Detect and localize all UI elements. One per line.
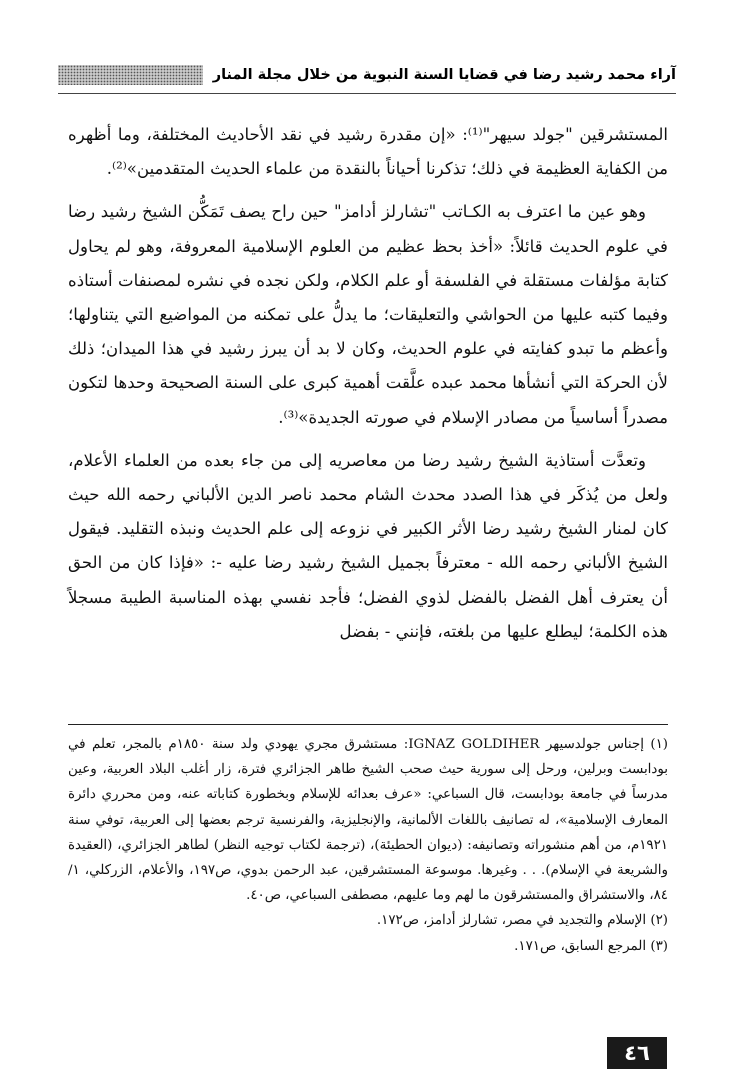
footnote-2: (٢) الإسلام والتجديد في مصر، تشارلز أدامز، ص١٧٢.	[376, 913, 668, 929]
header-title: آراء محمد رشيد رضا في قضايا السنة النبوية من خلال مجلة المنار	[212, 67, 676, 83]
body-text	[68, 118, 668, 649]
footnote-1: (١) إجناس جولدسيهر IGNAZ GOLDIHER: مستشرق مجري يهودي ولد سنة ١٨٥٠م بالمجر، تعلم في بودابست وبرلين، ورحل إلى سورية حيث صحب الشيخ طاهر الجزائري فترة، زار أغلب البلاد العربية، وعين مدرساً في جامعة بودابست، قال السباعي: «عرف بعدائه للإسلام وبخطورة كتاباته عنه، ومن محرري دائرة المعارف الإسلامية»، له تصانيف باللغات الألمانية، والإنجليزية، والفرنسية ترجم بعضها إلى العربية، توفي سنة ١٩٢١م، من أهم منشوراته وتصانيفه: (ديوان الحطيئة)، (ترجمة لكتاب توجيه النظر) لطاهر الجزائري، (العقيدة والشريعة في الإسلام). . . وغيرها. موسوعة المستشرقين، عبد الرحمن بدوي، ص١٩٧، والأعلام، الزركلي، ١/ ٨٤، والاستشراق والمستشرقون ما لهم وما عليهم، مصطفى السباعي، ص٤٠.	[68, 737, 669, 904]
footnote-separator	[68, 724, 668, 725]
footnotes	[68, 732, 668, 959]
running-header	[58, 62, 676, 88]
paragraph-1: المستشرقين "جولد سيهر"⁽¹⁾: «إن مقدرة رشيد في نقد الأحاديث المختلفة، وما أظهره من الكفاية العظيمة في ذلك؛ تذكرنا أحياناً بالنقدة من علماء الحديث المتقدمين»⁽²⁾.	[68, 125, 668, 179]
page-number: ٤٦	[607, 1037, 667, 1069]
footnote-3: (٣) المرجع السابق، ص١٧١.	[514, 938, 668, 954]
paragraph-2: وهو عين ما اعترف به الكـاتب "تشارلز أدامز" حين راح يصف تَمَكُّن الشيخ رشيد رضا في علوم الحديث قائلاً: «أخذ بحظ عظيم من العلوم الإسلامية المعروفة، وهو لم يحاول كتابة مؤلفات مستقلة في الفلسفة أو علم الكلام، ولكن نجده في نشره لمصنفات أستاذه وفيما كتبه عليها من الحواشي والتعليقات؛ ما يدلُّ على تمكنه من المواضيع التي يتناولها؛ وأعظم ما تبدو كفايته في علوم الحديث، وكان لا بد أن يبرز رشيد في هذا الميدان؛ ذلك لأن الحركة التي أنشأها محمد عبده علَّقت أهمية كبرى على السنة الصحيحة وحدها لتكون مصدراً أساسياً من مصادر الإسلام في صورته الجديدة»⁽³⁾.	[68, 202, 668, 427]
paragraph-3: وتعدَّت أستاذية الشيخ رشيد رضا من معاصريه إلى من جاء بعده من العلماء الأعلام، ولعل من يُذكَر في هذا الصدد محدث الشام محمد ناصر الدين الألباني رحمه الله حيث كان لمنار الشيخ رشيد رضا الأثر الكبير في نزوعه إلى علم الحديث ونبذه التقليد. فيقول الشيخ الألباني رحمه الله - معترفاً بجميل الشيخ رشيد رضا عليه -: «فإذا كان من الحق أن يعترف أهل الفضل بالفضل لذوي الفضل؛ فأجد نفسي بهذه المناسبة الطيبة مسجلاً هذه الكلمة؛ ليطلع عليها من بلغته، فإنني - بفضل	[68, 450, 668, 641]
header-rule	[58, 93, 676, 94]
header-decorative-band	[58, 65, 203, 85]
